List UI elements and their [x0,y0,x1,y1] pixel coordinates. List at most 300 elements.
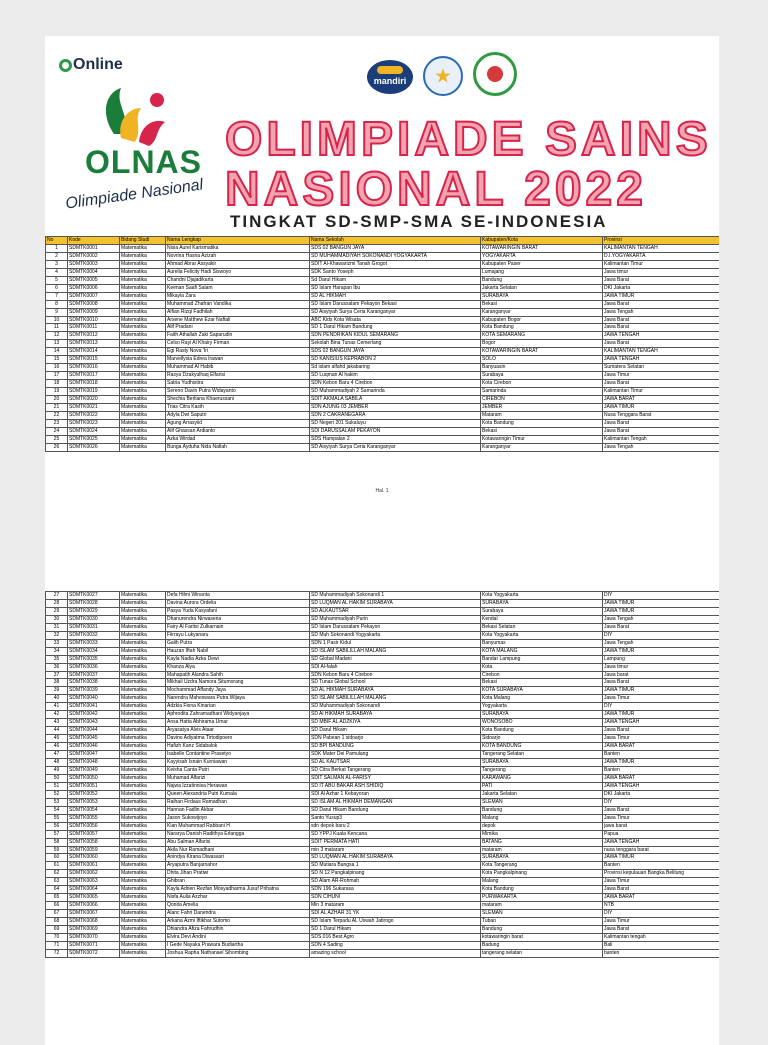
table-cell: Alanc Fahri Danendra [166,910,310,918]
table-cell: Matematika [120,941,166,949]
table-cell: Elvira Devi Andini [166,933,310,941]
table-cell: Dhiandra Afiza Fahrudhin [166,926,310,934]
table-cell: SDN Kebon Baru 4 Cirebon [310,380,481,388]
table-cell: Matematika [120,735,166,743]
table-cell: 14 [46,348,68,356]
table-cell: Jawa Tengah [603,308,720,316]
table-cell: KOTA SEMARANG [481,332,603,340]
table-cell: Matematika [120,806,166,814]
table-row [46,878,720,886]
table-cell: SDMTK0058 [68,838,120,846]
table-cell: Jawa Timur [603,695,720,703]
table-cell: SDMTK0004 [68,268,120,276]
table-cell: Nisfa Aulia Azzhar [166,894,310,902]
table-row [46,252,720,260]
table-cell: SDMTK0033 [68,639,120,647]
table-cell: Jakarta Selatan [481,284,603,292]
table-cell: Sd islam alfahd jakabaring [310,364,481,372]
table-cell: SDMTK0028 [68,599,120,607]
table-cell: Matematika [120,790,166,798]
table-cell: Abu Salman Alfarisi [166,838,310,846]
table-cell: 53 [46,798,68,806]
table-cell: Aurelia Felicity Hadi Siswoyo [166,268,310,276]
table-cell: Aryasatya Alvis Ataar [166,727,310,735]
table-cell: JAWA TIMUR [603,854,720,862]
level-subtitle: TINGKAT SD-SMP-SMA SE-INDONESIA [230,212,608,231]
table-cell: SD ALKAUTSAR [310,607,481,615]
table-cell: Mikayla Zara [166,292,310,300]
table-cell: Matematika [120,631,166,639]
table-cell: Jawa Barat [603,727,720,735]
table-row [46,396,720,404]
table-cell: Matematika [120,814,166,822]
table-cell: SD LUQMAN AL HAKIM SURABAYA [310,599,481,607]
table-row [46,404,720,412]
table-cell: SDMTK0023 [68,419,120,427]
table-cell: SDMTK0071 [68,941,120,949]
table-cell: sdn depok baru 2 [310,822,481,830]
table-cell: SURABAYA [481,711,603,719]
table-row [46,364,720,372]
table-cell: Matematika [120,902,166,910]
table-cell: mataram [481,846,603,854]
table-cell: Matematika [120,300,166,308]
table-cell: Matematika [120,655,166,663]
table-cell: Defa Hilmi Winanta [166,592,310,600]
table-cell: Kota Cirebon [481,380,603,388]
table-cell: SD BPI BANDUNG [310,743,481,751]
table-row [46,647,720,655]
table-cell: SD Aisyiyah Surya Ceria Karanganyar [310,443,481,451]
table-cell: Mikhail Uzdra Namora Situmorang [166,679,310,687]
table-cell: JAWA TENGAH [603,356,720,364]
table-cell: PATI [481,782,603,790]
table-cell: SDMTK0046 [68,743,120,751]
table-cell: SDMTK0040 [68,695,120,703]
table-row [46,435,720,443]
table-cell: 70 [46,933,68,941]
col-header-nama-sekolah: Nama Sekolah [310,237,481,245]
col-header-no: No [46,237,68,245]
table-cell: Jawa Barat [603,340,720,348]
table-cell: Provinsi kepulauan Bangka Belitung [603,870,720,878]
table-cell: Matematika [120,766,166,774]
table-cell: SDMTK0051 [68,782,120,790]
table-cell: SDIT PERMATA HATI [310,838,481,846]
table-cell: Jawa Barat [603,886,720,894]
table-cell: 32 [46,631,68,639]
table-cell: SDMTK0064 [68,886,120,894]
table-cell: Hafizh Kanz Sidabalok [166,743,310,751]
table-cell: SD Darul Hikam [310,727,481,735]
table-cell: SDMTK0038 [68,679,120,687]
table-row [46,372,720,380]
table-cell: 72 [46,949,68,957]
table-cell: SD ISLAM SABILILLAH MALANG [310,647,481,655]
table-cell: Bunga Ayduha Nida Nafiah [166,443,310,451]
table-cell: 18 [46,380,68,388]
table-cell: JAWA TIMUR [603,711,720,719]
document-page-2 [45,585,719,1045]
table-cell: 31 [46,623,68,631]
table-cell: Banten [603,751,720,759]
table-cell: Matematika [120,639,166,647]
table-cell: Matematika [120,759,166,767]
table-cell: SDMTK0067 [68,910,120,918]
table-cell: 13 [46,340,68,348]
table-cell: JAWA BARAT [603,396,720,404]
table-cell: Matematika [120,918,166,926]
table-cell: Banten [603,862,720,870]
table-cell: Matematika [120,316,166,324]
table-cell: KOTA BANDUNG [481,743,603,751]
table-cell: SDMTK0032 [68,631,120,639]
table-row [46,592,720,600]
table-cell: Bandung [481,926,603,934]
table-cell: 19 [46,388,68,396]
table-cell: Kotawaringin Timur [481,435,603,443]
table-row [46,679,720,687]
table-cell: Kota Malang [481,695,603,703]
table-cell: Matematika [120,443,166,451]
table-cell: SDMTK0026 [68,443,120,451]
table-cell: Aphrodita Zahramadhani Widyanjaya [166,711,310,719]
table-cell: SDMTK0006 [68,284,120,292]
table-cell: 39 [46,687,68,695]
table-cell: 42 [46,711,68,719]
table-cell: SD AL KAUTSAR [310,759,481,767]
table-cell: SDMTK0029 [68,607,120,615]
table-cell: Jason Sukowijoyo [166,814,310,822]
table-cell: 65 [46,894,68,902]
table-cell: YOGYAKARTA [481,252,603,260]
table-row [46,918,720,926]
table-cell: Kota Bandung [481,419,603,427]
table-cell: Ahmad Abrar Assyakir [166,260,310,268]
table-row [46,655,720,663]
table-cell: Kota Bandung [481,886,603,894]
table-cell: KOTAWARINGIN BARAT [481,244,603,252]
table-cell: WONOSOBO [481,719,603,727]
table-cell: SDMTK0005 [68,276,120,284]
table-cell: Nisia Aurel Karismatika [166,244,310,252]
table-cell: Matematika [120,419,166,427]
table-cell: Najwa Izzatinnisa Herawan [166,782,310,790]
table-row [46,388,720,396]
table-row [46,292,720,300]
table-cell: Davino Adiyatma Tirtodipoero [166,735,310,743]
table-cell: Trias Citra Kasih [166,404,310,412]
table-cell: Matematika [120,615,166,623]
table-cell: Jawa Barat [603,419,720,427]
table-cell: Banten [603,766,720,774]
table-cell: tangerang selatan [481,949,603,957]
table-cell: SDMTK0066 [68,902,120,910]
olnas-subtitle: Olimpiade Nasional [64,176,205,213]
table-cell: Matematika [120,260,166,268]
table-row [46,727,720,735]
table-cell: Matematika [120,679,166,687]
table-cell: SDI AL AZHAR 31 YK [310,910,481,918]
table-cell: SDMTK0043 [68,719,120,727]
table-cell: Matematika [120,798,166,806]
table-cell: Jawa Tengah [603,615,720,623]
table-cell: Matematika [120,380,166,388]
table-row [46,782,720,790]
table-cell: Jawa Barat [603,300,720,308]
table-cell: Ghibran [166,878,310,886]
table-cell: 50 [46,774,68,782]
table-cell: SDS 02 BANGUN JAYA [310,244,481,252]
table-cell: SURABAYA [481,599,603,607]
table-cell: 5 [46,276,68,284]
table-cell: 12 [46,332,68,340]
table-cell: KARAWANG [481,774,603,782]
table-cell: Kalimantan Timur [603,260,720,268]
col-header-kode: Kode [68,237,120,245]
table-cell: Matematika [120,743,166,751]
table-cell: SD Al HIKMAH SURABAYA [310,711,481,719]
table-cell: Kota Tangerang [481,862,603,870]
table-cell: Khanza Alya [166,663,310,671]
table-cell: Matematika [120,695,166,703]
table-cell: 44 [46,727,68,735]
table-cell: Nararya Danish Radithya Erlangga [166,830,310,838]
table-cell: JAWA TIMUR [603,607,720,615]
table-cell: 2 [46,252,68,260]
table-cell: Arsene Matthew Ezar Naftali [166,316,310,324]
table-row [46,814,720,822]
table-cell: DKI Jakarta [603,790,720,798]
table-cell: SD MBIF AL ADZKIYA [310,719,481,727]
table-cell: Galih Putra [166,639,310,647]
table-cell: Jawa Barat [603,324,720,332]
table-row [46,348,720,356]
table-cell: Matematika [120,870,166,878]
table-cell: SDN AJUNG 03 JEMBER [310,404,481,412]
table-cell: SDS 02 BANGUN JAYA [310,348,481,356]
table-cell: SDMTK0010 [68,316,120,324]
table-cell: SDMTK0048 [68,759,120,767]
table-cell: Arkana Azmi Iftikhar Sutomo [166,918,310,926]
table-cell: Dhanurendra Nirwasena [166,615,310,623]
table-cell: Bandung [481,806,603,814]
table-cell: Bekasi [481,427,603,435]
table-cell: SD Muhammadiyah Sokonandi [310,703,481,711]
table-cell: Rasya Dzakyulhaq Elfarisi [166,372,310,380]
table-cell: Banyuasin [481,364,603,372]
table-cell: Matematika [120,894,166,902]
table-cell: KALIMANTAN TENGAH [603,244,720,252]
table-row [46,639,720,647]
table-cell: Matematika [120,926,166,934]
table-row [46,790,720,798]
table-cell: SOLO [481,356,603,364]
table-row [46,949,720,957]
table-cell: Kota Bandung [481,324,603,332]
table-cell: 15 [46,356,68,364]
table-cell: Jawa barat [603,671,720,679]
participants-table-page-2 [45,591,719,958]
table-cell: SDMTK0039 [68,687,120,695]
table-cell: 59 [46,846,68,854]
table-cell: Bali [603,941,720,949]
table-cell: SD YPPJ Kuala Kencana [310,830,481,838]
table-cell: SDN PENDRIKAN KIDUL SEMARANG [310,332,481,340]
table-cell: 63 [46,878,68,886]
table-cell: 40 [46,695,68,703]
table-cell: Azka Wirdad [166,435,310,443]
table-cell: SDMTK0052 [68,790,120,798]
table-cell: 60 [46,854,68,862]
table-cell: SDIT Al-Khawarizmi Tanah Grogot [310,260,481,268]
table-cell: Fairy Al Faritsi Zulkarnain [166,623,310,631]
table-cell: Dhita Jihan Pratiwi [166,870,310,878]
table-cell: 45 [46,735,68,743]
table-cell: SDMTK0063 [68,878,120,886]
table-cell: DIY [603,910,720,918]
table-cell: Kalimantan Timur [603,388,720,396]
table-cell: Matematika [120,411,166,419]
table-cell: SDS Hampalan 2 [310,435,481,443]
table-row [46,419,720,427]
table-cell: 52 [46,790,68,798]
table-cell: SDMTK0054 [68,806,120,814]
table-cell: SURABAYA [481,759,603,767]
table-cell: Queen Alexandria Putri Kumala [166,790,310,798]
table-cell: D.I.YOGYAKARTA [603,252,720,260]
table-cell: Matematika [120,592,166,600]
online-logo: Online [59,56,123,74]
table-cell: Chandni Djajadikarta [166,276,310,284]
table-cell: SDMTK0011 [68,324,120,332]
table-cell: Matematika [120,727,166,735]
table-cell: SDMTK0016 [68,364,120,372]
table-cell: Sidoarjo [481,735,603,743]
table-cell: SD Islam Harapan Ibu [310,284,481,292]
table-cell: SDMTK0041 [68,703,120,711]
table-cell: Matematika [120,886,166,894]
table-cell: Matematika [120,822,166,830]
col-header-nama-lengkap: Nama Lengkap [166,237,310,245]
table-cell: Fiirrayu Lukyanaru [166,631,310,639]
table-cell: nusa tenggara barat [603,846,720,854]
table-cell: KOTA SURABAYA [481,687,603,695]
table-cell: SD Muhammadiyah 2 Samarinda [310,388,481,396]
table-row [46,933,720,941]
table-cell: SDMTK0009 [68,308,120,316]
table-cell: Samarinda [481,388,603,396]
table-cell: banten [603,949,720,957]
table-cell: Kendal [481,615,603,623]
table-row [46,324,720,332]
table-cell: 48 [46,759,68,767]
table-cell: Joshua Rapha Nathanael Sihombing [166,949,310,957]
table-cell: SDMTK0024 [68,427,120,435]
table-cell: SDMTK0044 [68,727,120,735]
table-cell: Qonita Amelia [166,902,310,910]
table-cell: 10 [46,316,68,324]
table-row [46,759,720,767]
table-row [46,870,720,878]
table-cell: JAWA TIMUR [603,292,720,300]
table-cell: SDMTK0007 [68,292,120,300]
table-cell: Karanganyar [481,308,603,316]
table-cell: Jawa timur [603,268,720,276]
table-cell: Jawa Tengah [603,443,720,451]
title-line-2: NASIONAL 2022 [225,163,647,216]
table-cell: SLEMAN [481,798,603,806]
table-cell: SDMTK0019 [68,388,120,396]
table-cell: DIY [603,798,720,806]
table-cell: Muhammad Al Habib [166,364,310,372]
table-cell: SD Alam AR-Rohmah [310,878,481,886]
table-cell: SDMTK0003 [68,260,120,268]
table-cell: Tangerang Selatan [481,751,603,759]
table-row [46,910,720,918]
table-cell: Jawa Timur [603,918,720,926]
table-cell: SDMTK0012 [68,332,120,340]
table-cell: SD ISLAM SABILILLAH MALANG [310,695,481,703]
table-cell: Tangerang [481,766,603,774]
table-cell: Adyla Dwi Saputri [166,411,310,419]
table-cell: SD 1 Darul Hikam [310,926,481,934]
table-cell: Jawa Barat [603,427,720,435]
page-number: Hal. 1 [375,488,389,494]
table-cell: SDMTK0050 [68,774,120,782]
table-row [46,766,720,774]
participants-table-page-1 [45,236,719,452]
table-cell: Matematika [120,647,166,655]
table-cell: 26 [46,443,68,451]
table-row [46,316,720,324]
table-cell: SD ISLAM AL HIKMAH DEMANGAN [310,798,481,806]
table-cell: JAWA TENGAH [603,782,720,790]
table-cell: SDMTK0072 [68,949,120,957]
table-cell: Tuban [481,918,603,926]
table-cell: Malang [481,814,603,822]
table-cell: Matematika [120,910,166,918]
table-cell: SURABAYA [481,292,603,300]
table-cell: SD Global Madani [310,655,481,663]
table-cell: Matematika [120,838,166,846]
table-cell: SD MUHAMMADIYAH SOKONANDI YOGYAKARTA [310,252,481,260]
table-cell: SDMTK0061 [68,862,120,870]
table-row [46,687,720,695]
col-header-kabupaten-kota: Kabupaten/Kota [481,237,603,245]
table-cell: DKI Jakarta [603,284,720,292]
table-row [46,607,720,615]
table-cell: Hauzan Iftah Nabil [166,647,310,655]
table-cell: Narendra Maheswara Putra Wijaya [166,695,310,703]
table-cell: SDN 4 Sading [310,941,481,949]
table-cell: SDN 196 Sukarasa [310,886,481,894]
table-cell: 36 [46,663,68,671]
table-cell: Matematika [120,252,166,260]
table-cell: Matematika [120,623,166,631]
table-cell: Jawa Barat [603,316,720,324]
table-cell: depok [481,822,603,830]
table-cell: Muhammad Zhafran Vandika [166,300,310,308]
table-cell: Matematika [120,703,166,711]
table-cell: Sumatera Selatan [603,364,720,372]
table-cell: 41 [46,703,68,711]
table-cell: Kian Muhammad Rabbani H [166,822,310,830]
table-cell: SD Islam Darussalam Pekayon [310,623,481,631]
table-cell: SDMTK0035 [68,655,120,663]
table-cell: Jawa Timur [603,735,720,743]
table-cell: SDMTK0020 [68,396,120,404]
